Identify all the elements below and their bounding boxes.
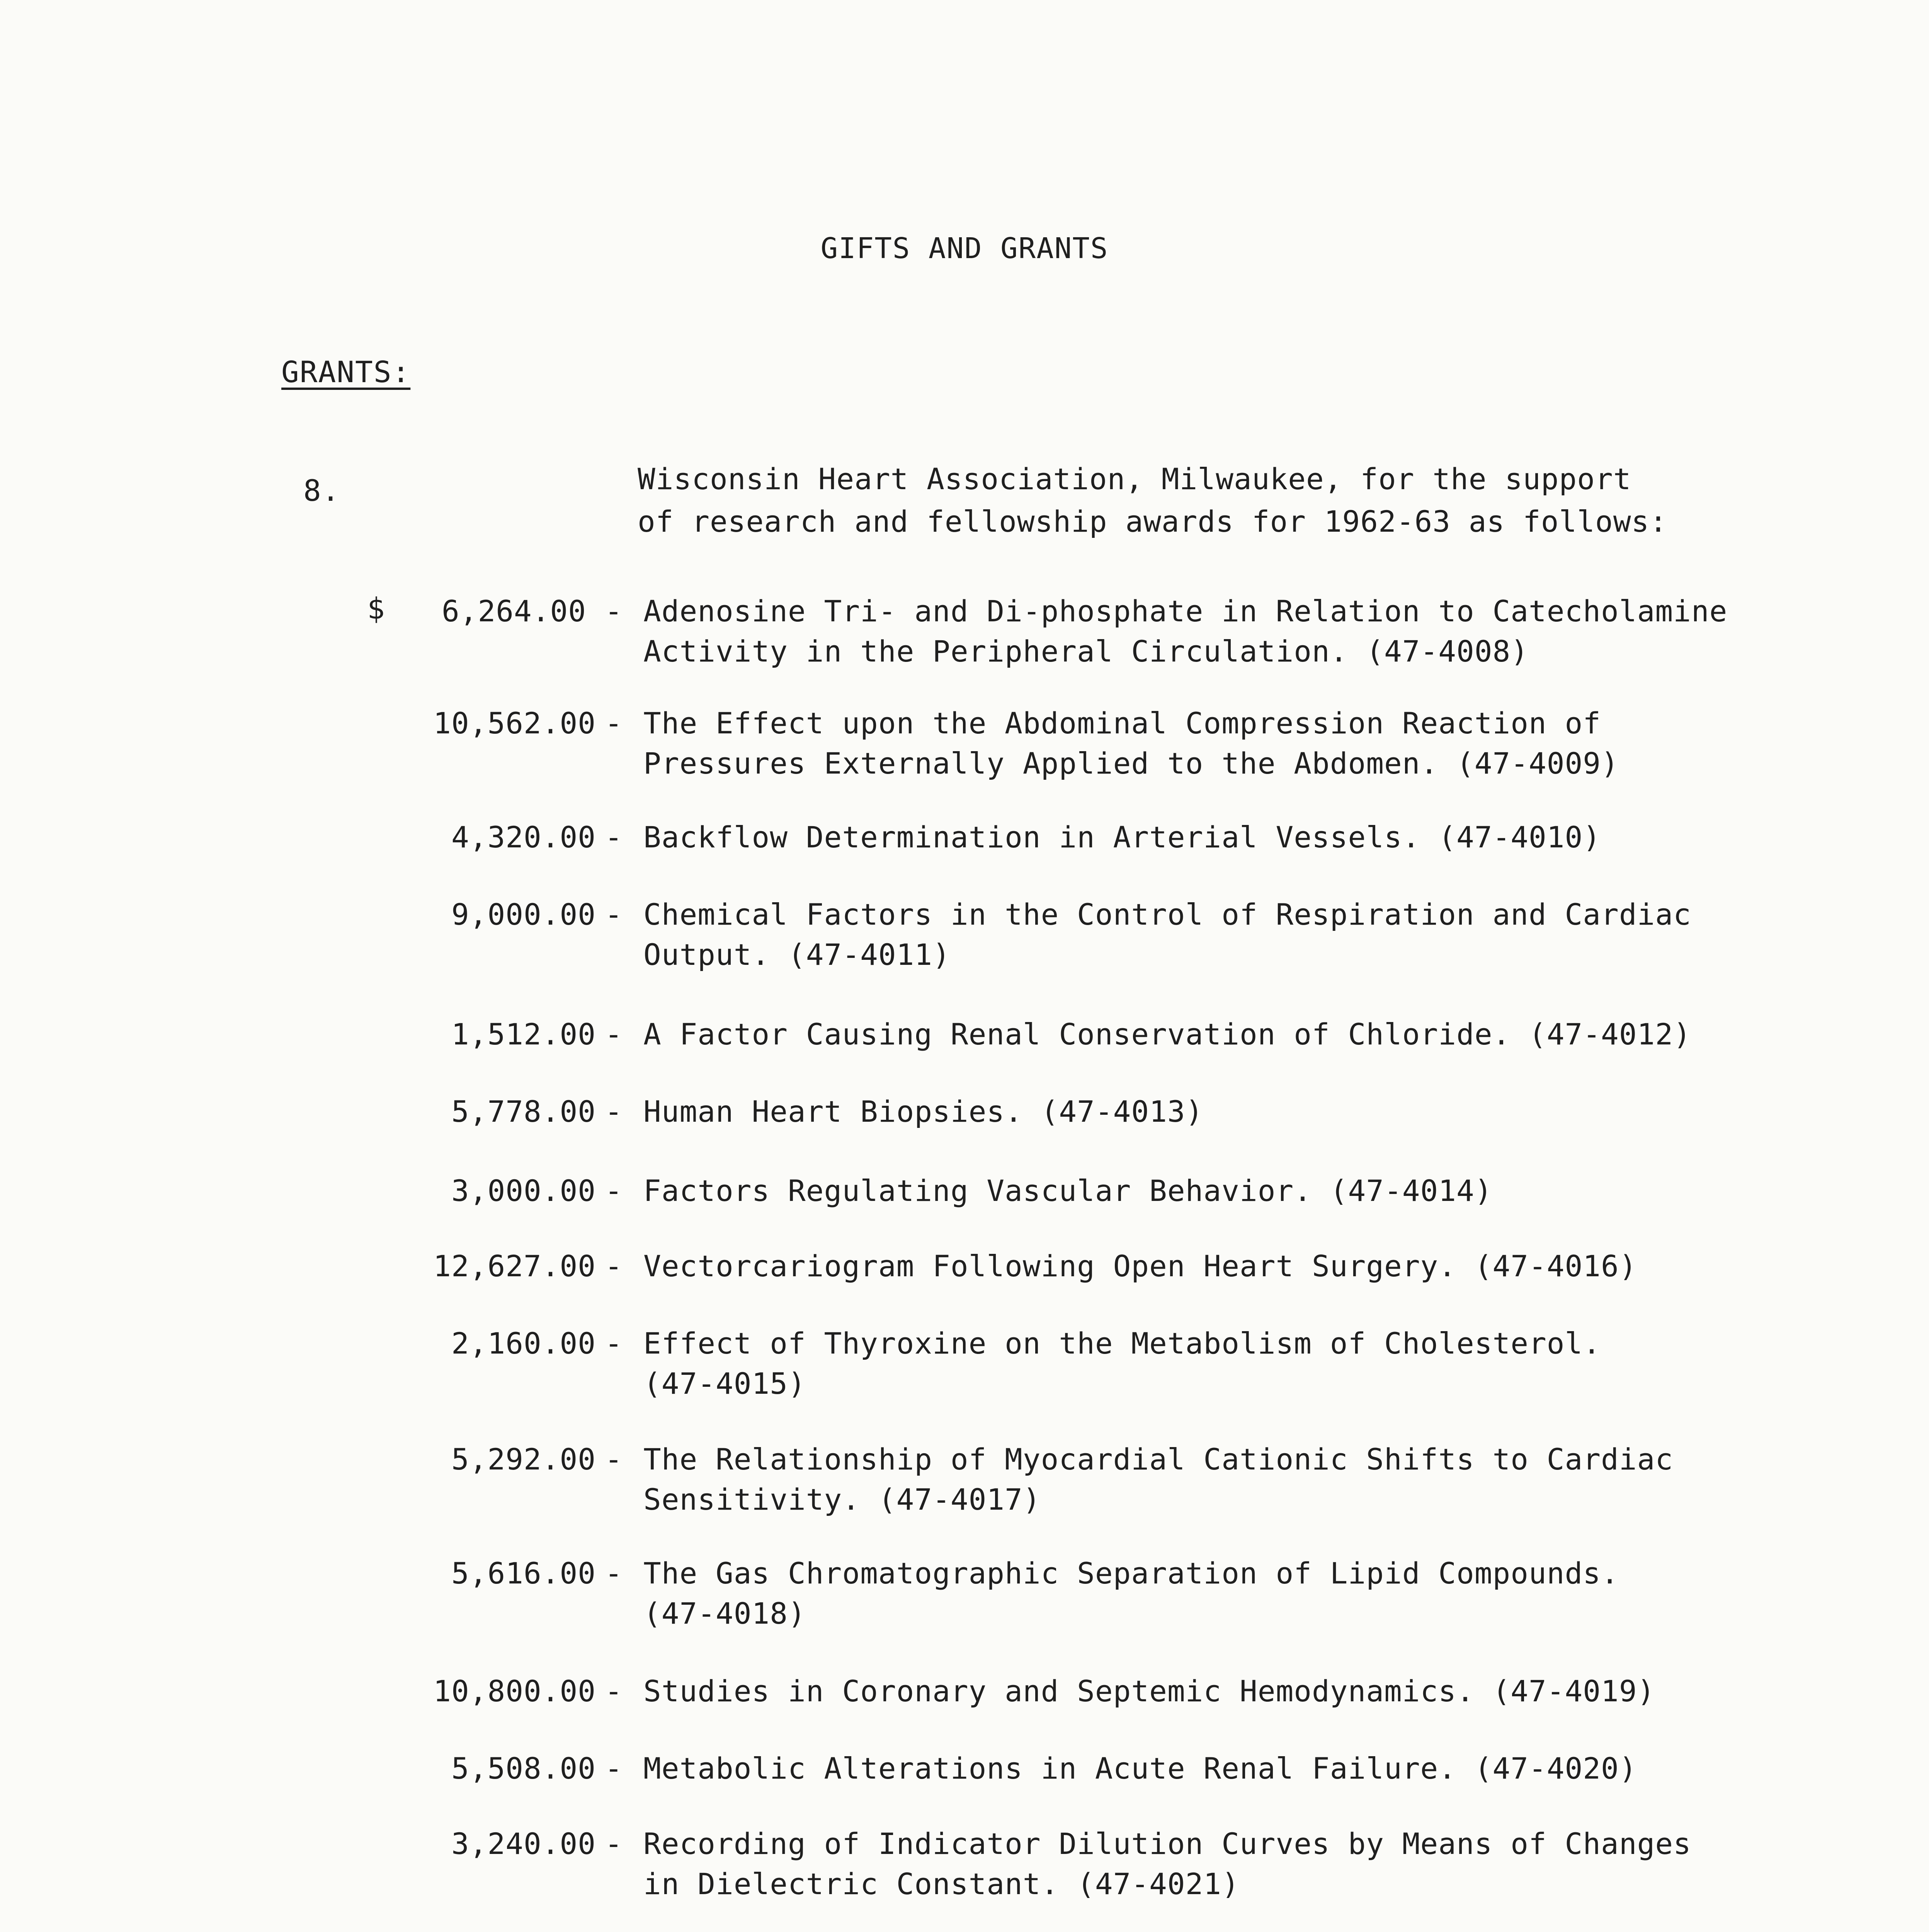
section-heading-grants: GRANTS: — [281, 355, 411, 389]
grant-amount: 5,616.00 — [451, 1556, 596, 1590]
grant-amount: 3,240.00 — [451, 1827, 596, 1861]
item-8-intro-line: of research and fellowship awards for 1962-63 as follows: — [638, 504, 1668, 539]
grant-dash: - — [605, 594, 623, 628]
grant-amount: 10,562.00 — [433, 706, 596, 740]
grant-description-line: Adenosine Tri- and Di-phosphate in Relation to Catecholamine — [643, 594, 1728, 628]
grant-dash: - — [605, 1173, 623, 1208]
grant-description — [643, 1171, 1803, 1211]
grant-description — [643, 1748, 1803, 1789]
grant-description — [643, 1246, 1803, 1286]
grant-dash: - — [605, 706, 623, 740]
grant-description-line: Pressures Externally Applied to the Abdomen. (47-4009) — [643, 746, 1619, 781]
grant-dash: - — [605, 1249, 623, 1283]
grant-description-line: The Effect upon the Abdominal Compression Reaction of — [643, 706, 1601, 740]
grant-description — [643, 1092, 1803, 1132]
grant-description — [643, 1824, 1803, 1904]
grant-description-line: Human Heart Biopsies. (47-4013) — [643, 1094, 1204, 1129]
grant-description-line: (47-4018) — [643, 1596, 806, 1631]
grant-dash: - — [605, 820, 623, 854]
grant-dash: - — [605, 897, 623, 932]
dollar-sign: $ — [367, 591, 385, 626]
grant-description — [643, 895, 1803, 975]
grant-description-line: Sensitivity. (47-4017) — [643, 1482, 1041, 1517]
grant-description — [643, 1671, 1803, 1711]
grant-dash: - — [605, 1017, 623, 1051]
grant-description-line: The Gas Chromatographic Separation of Lipid Compounds. — [643, 1556, 1619, 1590]
grant-description — [643, 591, 1803, 672]
grant-amount: 10,800.00 — [433, 1674, 596, 1708]
grant-dash: - — [605, 1556, 623, 1590]
grant-description-line: Activity in the Peripheral Circulation. (47-4008) — [643, 634, 1529, 668]
grant-description-line: A Factor Causing Renal Conservation of Chloride. (47-4012) — [643, 1017, 1691, 1051]
item-number-8: 8. — [303, 473, 340, 508]
grant-description-line: in Dielectric Constant. (47-4021) — [643, 1867, 1240, 1901]
grant-dash: - — [605, 1094, 623, 1129]
grant-amount: 2,160.00 — [451, 1326, 596, 1361]
grant-description — [643, 1014, 1803, 1054]
grant-dash: - — [605, 1442, 623, 1476]
grant-description — [643, 703, 1803, 784]
grant-description-line: Metabolic Alterations in Acute Renal Failure. (47-4020) — [643, 1751, 1637, 1786]
grant-dash: - — [605, 1326, 623, 1361]
grant-amount: 5,292.00 — [451, 1442, 596, 1476]
grant-description-line: The Relationship of Myocardial Cationic Shifts to Cardiac — [643, 1442, 1674, 1476]
grant-description — [643, 1439, 1803, 1520]
grant-dash: - — [605, 1827, 623, 1861]
grant-dash: - — [605, 1674, 623, 1708]
grant-description — [643, 1553, 1803, 1634]
grant-description-line: Recording of Indicator Dilution Curves by Means of Changes — [643, 1827, 1691, 1861]
grant-description-line: Studies in Coronary and Septemic Hemodynamics. (47-4019) — [643, 1674, 1655, 1708]
grant-description-line: Effect of Thyroxine on the Metabolism of Cholesterol. — [643, 1326, 1601, 1361]
item-8-intro — [638, 458, 1855, 543]
grant-description-line: Output. (47-4011) — [643, 937, 951, 972]
grant-amount: 5,778.00 — [451, 1094, 596, 1129]
grant-description-line: Factors Regulating Vascular Behavior. (47-4014) — [643, 1173, 1493, 1208]
grant-description — [643, 1323, 1803, 1404]
grant-amount: 9,000.00 — [451, 897, 596, 932]
grant-description — [643, 817, 1803, 857]
grant-amount: 3,000.00 — [451, 1173, 596, 1208]
grant-dash: - — [605, 1751, 623, 1786]
grant-description-line: (47-4015) — [643, 1366, 806, 1401]
grant-amount: 6,264.00 — [441, 594, 586, 628]
grant-description-line: Chemical Factors in the Control of Respiration and Cardiac — [643, 897, 1691, 932]
grant-description-line: Backflow Determination in Arterial Vessels. (47-4010) — [643, 820, 1601, 854]
grant-amount: 4,320.00 — [451, 820, 596, 854]
item-8-intro-line: Wisconsin Heart Association, Milwaukee, for the support — [638, 462, 1631, 496]
grant-amount: 1,512.00 — [451, 1017, 596, 1051]
grant-amount: 12,627.00 — [433, 1249, 596, 1283]
document-title: GIFTS AND GRANTS — [820, 232, 1109, 265]
grant-amount: 5,508.00 — [451, 1751, 596, 1786]
grant-description-line: Vectorcariogram Following Open Heart Surgery. (47-4016) — [643, 1249, 1637, 1283]
